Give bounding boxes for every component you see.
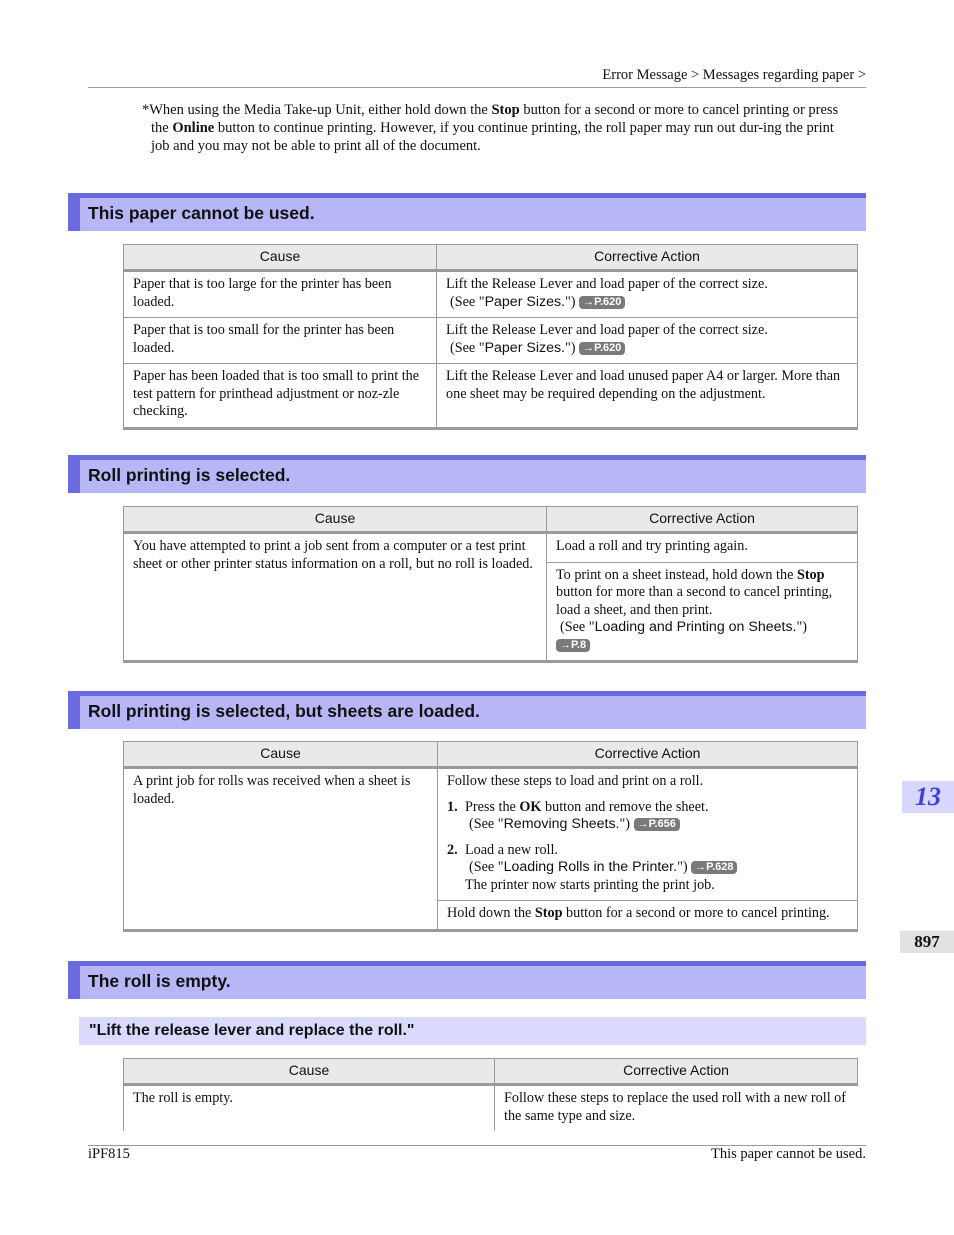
- note-text: *When using the Media Take-up Unit, either hold down the: [142, 102, 492, 118]
- section-heading-roll-is-empty: [68, 961, 866, 999]
- see-link-removing-sheets[interactable]: Removing Sheets.: [503, 816, 620, 832]
- note-stop-bold: Stop: [491, 102, 520, 118]
- subsection-heading-lift-release-lever: [79, 1017, 866, 1045]
- step-number: 2.: [447, 841, 458, 858]
- cause-cell: Paper that is too small for the printer has been loaded.: [124, 318, 437, 364]
- take-up-unit-note: [123, 101, 853, 155]
- cause-cell: Paper has been loaded that is too small to print the test pattern for printhead adjustment or noz-zle checking.: [124, 364, 437, 429]
- see-suffix: "): [677, 859, 688, 875]
- see-prefix: (See ": [450, 293, 485, 310]
- see-suffix: "): [619, 816, 631, 832]
- action-text: Lift the Release Lever and load paper of the correct size.: [446, 322, 768, 338]
- section-title: This paper cannot be used.: [88, 203, 315, 223]
- see-suffix: "): [796, 619, 808, 635]
- page-ref-badge[interactable]: →P.620: [579, 296, 625, 309]
- page-ref-badge[interactable]: →P.628: [691, 861, 737, 874]
- action-text: button for a second or more to cancel printing.: [562, 905, 830, 921]
- table-row: [124, 533, 858, 563]
- page-ref-badge[interactable]: →P.656: [634, 818, 680, 831]
- see-prefix: (See ": [450, 339, 485, 356]
- roll-selected-sheets-loaded-table: [123, 741, 858, 932]
- action-cell: [437, 318, 858, 364]
- action-text: To print on a sheet instead, hold down the: [556, 566, 797, 583]
- section-title: Roll printing is selected.: [88, 465, 291, 485]
- action-cell: [438, 901, 858, 931]
- see-prefix: (See ": [469, 816, 504, 832]
- section-title: Roll printing is selected, but sheets are loaded.: [88, 701, 480, 721]
- note-online-bold: Online: [172, 120, 215, 136]
- step-text: button and remove the sheet.: [541, 798, 709, 815]
- cause-cell: Paper that is too large for the printer has been loaded.: [124, 271, 437, 318]
- page-ref-badge[interactable]: →P.620: [579, 342, 625, 355]
- cause-cell: You have attempted to print a job sent from a computer or a test print sheet or other printer status information on a roll, but no roll is loaded.: [124, 533, 547, 662]
- subsection-title: "Lift the release lever and replace the roll.": [89, 1022, 415, 1039]
- table-row: [124, 271, 858, 318]
- table-row: [124, 768, 858, 901]
- note-text: button to continue printing. However, if you continue printing, the roll paper may run out dur-ing the print job and you may not be able to print all of the document.: [151, 120, 834, 154]
- column-header-action: Corrective Action: [495, 1059, 858, 1085]
- action-cell: [547, 562, 858, 662]
- section-heading-roll-selected-sheets-loaded: [68, 691, 866, 729]
- step-text: Load a new roll.: [465, 841, 558, 858]
- step-text: The printer now starts printing the print job.: [465, 876, 715, 893]
- see-link-loading-rolls[interactable]: Loading Rolls in the Printer.: [503, 859, 678, 875]
- table-row: [124, 318, 858, 364]
- see-link-paper-sizes[interactable]: Paper Sizes.: [484, 293, 565, 310]
- footer-model-name: iPF815: [88, 1146, 130, 1162]
- roll-printing-selected-table: [123, 506, 858, 663]
- column-header-action: Corrective Action: [437, 245, 858, 271]
- column-header-cause: Cause: [124, 507, 547, 533]
- section-title: The roll is empty.: [88, 971, 231, 991]
- ok-bold: OK: [519, 798, 542, 815]
- table-row: [124, 364, 858, 429]
- see-link-loading-printing-sheets[interactable]: Loading and Printing on Sheets.: [594, 619, 797, 635]
- roll-is-empty-table: [123, 1058, 858, 1131]
- column-header-action: Corrective Action: [438, 742, 858, 768]
- see-prefix: (See ": [469, 859, 504, 875]
- column-header-action: Corrective Action: [547, 507, 858, 533]
- action-cell: [437, 271, 858, 318]
- header-divider: [88, 87, 866, 88]
- action-text: Lift the Release Lever and load paper of the correct size.: [446, 276, 768, 292]
- page-number: 897: [900, 931, 954, 953]
- table-row: [124, 1085, 858, 1132]
- section-heading-roll-printing-selected: [68, 455, 866, 493]
- action-cell: Lift the Release Lever and load unused paper A4 or larger. More than one sheet may be required depending on the adjustment.: [437, 364, 858, 429]
- page-ref-badge[interactable]: →P.8: [556, 639, 590, 652]
- see-suffix: "): [565, 339, 576, 356]
- see-prefix: (See ": [560, 619, 595, 635]
- stop-bold: Stop: [534, 905, 563, 921]
- action-cell: Load a roll and try printing again.: [547, 533, 858, 563]
- step-1: [447, 799, 848, 834]
- footer-section-title: This paper cannot be used.: [710, 1146, 866, 1162]
- see-link-paper-sizes[interactable]: Paper Sizes.: [484, 339, 565, 356]
- cause-cell: The roll is empty.: [124, 1085, 495, 1132]
- action-text: Follow these steps to load and print on a roll.: [447, 773, 704, 789]
- column-header-cause: Cause: [124, 742, 438, 768]
- column-header-cause: Cause: [124, 245, 437, 271]
- action-text: button for more than a second to cancel printing, load a sheet, and then print.: [556, 584, 833, 618]
- action-cell: [438, 768, 858, 901]
- see-suffix: "): [565, 293, 576, 310]
- column-header-cause: Cause: [124, 1059, 495, 1085]
- stop-bold: Stop: [796, 566, 825, 583]
- chapter-tab[interactable]: 13: [902, 781, 954, 813]
- breadcrumb: Error Message > Messages regarding paper >: [602, 67, 866, 83]
- action-text: Hold down the: [447, 905, 535, 921]
- step-number: 1.: [447, 798, 458, 815]
- note-text: button for a second or more to cancel printing or press the: [151, 102, 839, 136]
- section-heading-paper-cannot-be-used: [68, 193, 866, 231]
- paper-cannot-be-used-table: [123, 244, 858, 430]
- cause-cell: A print job for rolls was received when a sheet is loaded.: [124, 768, 438, 931]
- step-2: [447, 842, 848, 895]
- step-text: Press the: [465, 798, 520, 815]
- action-cell: Follow these steps to replace the used roll with a new roll of the same type and size.: [495, 1085, 858, 1132]
